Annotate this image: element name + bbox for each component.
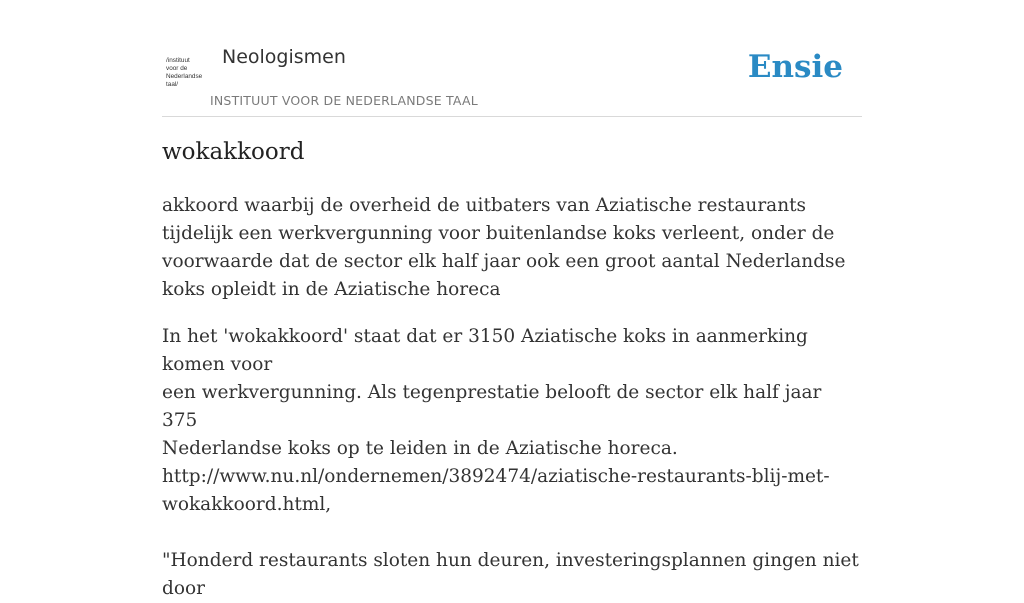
quote-line: Nederlandse koks op te leiden in de Aziatische horeca. [162,438,678,459]
site-title-link[interactable]: Neologismen [222,46,346,68]
logo-line: Nederlandse [166,73,203,80]
site-subtitle: INSTITUUT VOOR DE NEDERLANDSE TAAL [210,93,478,108]
ivdnt-logo[interactable] [166,57,208,89]
quote-line: een werkvergunning. Als tegenprestatie belooft de sector elk half jaar 375 [162,382,822,431]
quote-source-url: http://www.nu.nl/ondernemen/3892474/aziatische-restaurants-blij-met- [162,466,830,487]
quote-spacer [162,519,862,547]
site-header [162,40,862,117]
entry-definition: akkoord waarbij de overheid de uitbaters van Aziatische restaurants tijdelijk een werkvergunning voor buitenlandse koks verleent, onder de voorwaarde dat de sector elk half jaar ook een groot aantal Nederlandse koks opleidt in de Aziatische horeca [162,195,846,300]
entry-quote [162,323,862,603]
ensie-brand-link[interactable]: Ensie [747,49,843,85]
logo-line: voor de [166,65,188,72]
quote-source-url: wokakkoord.html, [162,494,332,515]
entry-term: wokakkoord [162,139,305,165]
logo-line: /instituut [166,57,190,64]
quote-line: "Honderd restaurants sloten hun deuren, investeringsplannen gingen niet door [162,550,859,599]
quote-line: In het 'wokakkoord' staat dat er 3150 Aziatische koks in aanmerking komen voor [162,326,808,375]
logo-line: taal/ [166,81,179,88]
